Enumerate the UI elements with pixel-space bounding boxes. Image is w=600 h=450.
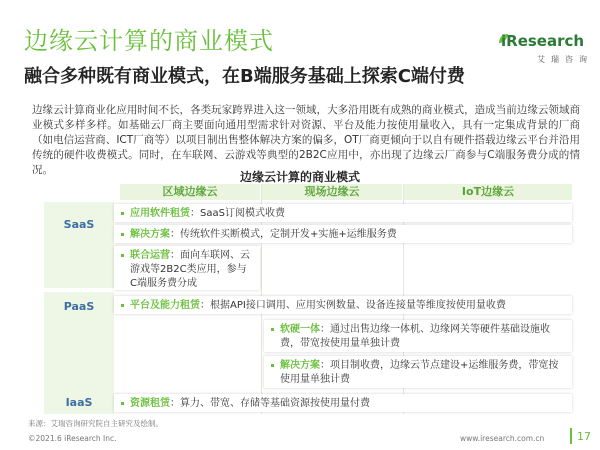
card-text: ：传统软件买断模式，定制开发+实施+运维服务费 xyxy=(170,229,397,240)
card-app-software-rental xyxy=(114,204,572,222)
card-joint-operation xyxy=(114,246,260,290)
page-subtitle: 融合多种既有商业模式，在B端服务基础上探索C端付费 xyxy=(24,66,465,87)
copyright: ©2021.6 iResearch Inc. xyxy=(28,434,117,443)
card-text: ：SaaS订阅模式收费 xyxy=(190,208,285,219)
card-text: ：项目制收费，边缘云节点建设+运维服务费，带宽按使用量单独计费 xyxy=(280,360,559,385)
bullet-icon xyxy=(121,233,124,236)
card-key: 解决方案 xyxy=(130,229,170,240)
page-number: 17 xyxy=(577,430,591,443)
card-text: ：根据API接口调用、应用实例数量、设备连接量等维度按使用量收费 xyxy=(200,300,506,311)
iresearch-logo xyxy=(497,30,593,70)
bullet-icon xyxy=(271,328,274,331)
card-hardware-integration xyxy=(264,320,572,352)
row-label-iaas: IaaS xyxy=(65,396,93,409)
card-solution-saas xyxy=(114,225,572,243)
card-key: 解决方案 xyxy=(280,360,320,371)
page-title: 边缘云计算的商业模式 xyxy=(24,27,274,55)
bullet-icon xyxy=(121,254,124,257)
website-link[interactable]: www.iresearch.com.cn xyxy=(460,434,545,443)
row-label-saas: SaaS xyxy=(63,218,95,231)
page-number-bar xyxy=(570,428,572,444)
source-note: 来源：艾瑞咨询研究院自主研究及绘制。 xyxy=(28,419,163,428)
column-header-iot: IoT边缘云 xyxy=(404,184,572,200)
bullet-icon xyxy=(121,304,124,307)
bullet-icon xyxy=(121,402,124,405)
column-header-onsite: 现场边缘云 xyxy=(262,184,402,200)
row-label-paas: PaaS xyxy=(63,300,95,313)
card-text: ：通过出售边缘一体机、边缘网关等硬件基础设施收费，带宽按使用量单独计费 xyxy=(280,324,550,349)
card-resource-rental xyxy=(114,394,572,412)
intro-paragraph: 边缘云计算商业化应用时间不长，各类玩家跨界进入这一领域，大多沿用既有成熟的商业模式，造成当前边缘云领域商业模式多样多样。如基础云厂商主要面向通用型需求针对资源、平台及能力按使用量收入，具有一定集成背景的厂商（如电信运营商、ICT厂商等）以项目制出售整体解决方案的偏多，OT厂商更倾向于以自有硬件搭载边缘云平台并沿用传统的硬件收费模式。同时，在车联网、云游戏等典型的2B2C应用中，亦出现了边缘云厂商参与C端服务费分成的情况。 xyxy=(32,104,580,176)
card-text: ：算力、带宽、存储等基础资源按使用量付费 xyxy=(170,398,370,409)
card-key: 平台及能力租赁 xyxy=(130,300,200,311)
bullet-icon xyxy=(121,212,124,215)
diagram-title: 边缘云计算的商业模式 xyxy=(239,170,360,184)
card-key: 资源租赁 xyxy=(130,398,170,409)
card-key: 联合运营 xyxy=(130,250,170,261)
row-band-saas xyxy=(44,202,114,288)
logo-subtext: 艾瑞咨询 xyxy=(537,55,593,64)
card-platform-rental xyxy=(114,296,572,314)
card-solution-project xyxy=(264,356,572,388)
card-text: ：面向车联网、云游戏等2B2C类应用，参与C端服务费分成 xyxy=(130,250,250,289)
logo-text: iResearch xyxy=(501,32,585,50)
card-key: 软硬一体 xyxy=(280,324,320,335)
card-key: 应用软件租赁 xyxy=(130,208,190,219)
column-header-regional: 区域边缘云 xyxy=(120,184,260,200)
bullet-icon xyxy=(271,364,274,367)
